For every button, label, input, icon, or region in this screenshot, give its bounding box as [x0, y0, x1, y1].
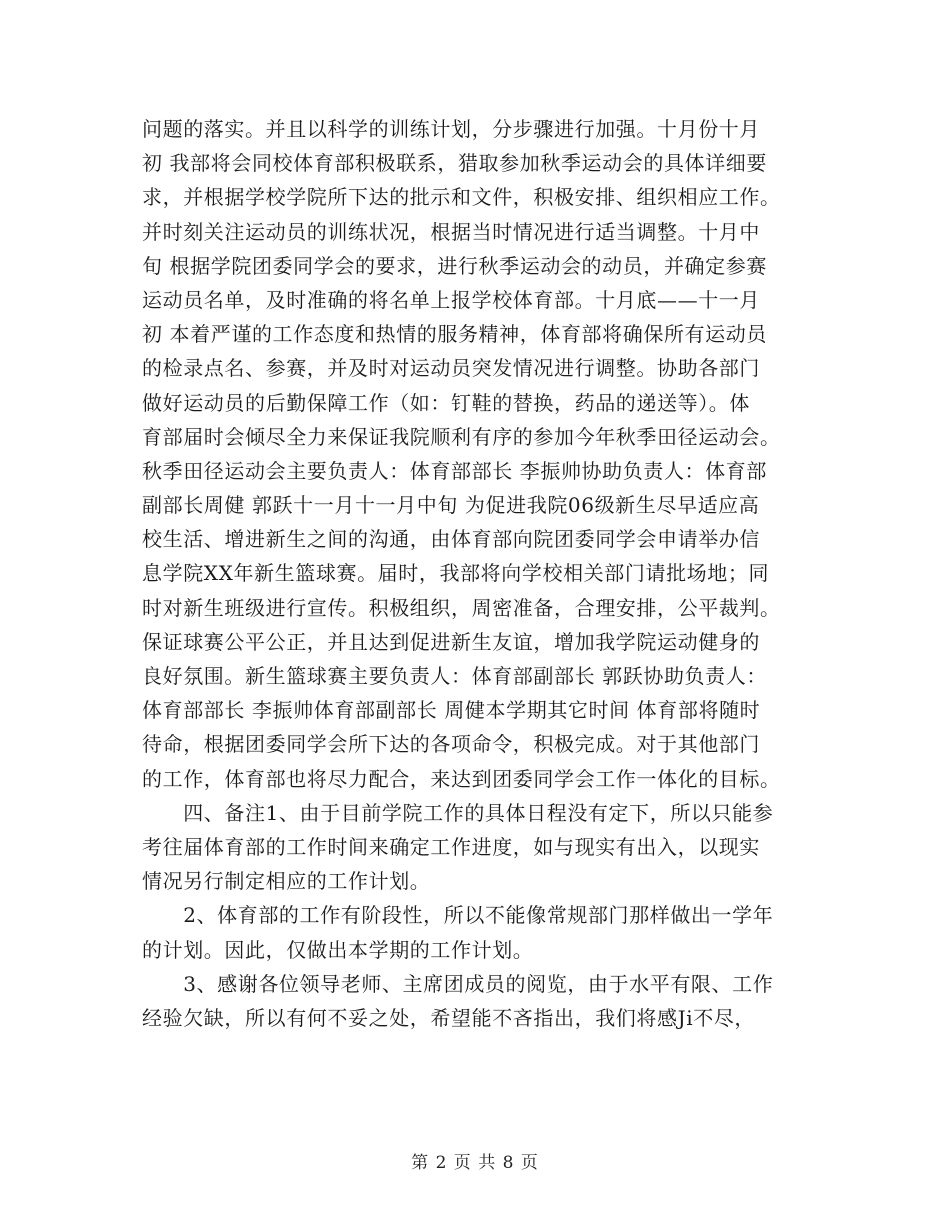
text-line: 体育部部长 李振帅体育部副部长 周健本学期其它时间 体育部将随时	[142, 698, 761, 723]
text-line: 时对新生班级进行宣传。积极组织，周密准备，合理安排，公平裁判。	[142, 595, 781, 620]
text-line: 考往届体育部的工作时间来确定工作进度，如与现实有出入，以现实	[142, 834, 760, 859]
document-body	[142, 112, 814, 1035]
text-line: 的计划。因此，仅做出本学期的工作计划。	[142, 937, 534, 962]
text-line: 校生活、增进新生之间的沟通，由体育部向院团委同学会申请举办信	[142, 527, 760, 552]
text-line: 秋季田径运动会主要负责人：体育部部长 李振帅协助负责人：体育部	[142, 458, 767, 483]
text-line: 初 我部将会同校体育部积极联系，猎取参加秋季运动会的具体详细要	[142, 151, 767, 176]
text-line: 保证球赛公平公正，并且达到促进新生友谊，增加我学院运动健身的	[142, 629, 760, 654]
text-line: 的工作，体育部也将尽力配合，来达到团委同学会工作一体化的目标。	[142, 766, 781, 791]
text-line: 四、备注1、由于目前学院工作的具体日程没有定下，所以只能参	[142, 800, 774, 825]
text-line: 的检录点名、参赛，并及时对运动员突发情况进行调整。协助各部门	[142, 356, 760, 381]
text-line: 3、感谢各位领导老师、主席团成员的阅览，由于水平有限、工作	[142, 971, 774, 996]
page-footer: 第 2 页 共 8 页	[411, 1153, 539, 1173]
text-line: 育部届时会倾尽全力来保证我院顺利有序的参加今年秋季田径运动会。	[142, 424, 781, 449]
text-line: 2、体育部的工作有阶段性，所以不能像常规部门那样做出一学年	[142, 903, 774, 928]
text-line: 问题的落实。并且以科学的训练计划，分步骤进行加强。十月份十月	[142, 117, 760, 141]
text-line: 做好运动员的后勤保障工作（如：钉鞋的替换，药品的递送等）。体	[142, 390, 750, 415]
text-line: 运动员名单，及时准确的将名单上报学校体育部。十月底——十一月	[142, 287, 760, 312]
text-line: 息学院XX年新生篮球赛。届时，我部将向学校相关部门请批场地；同	[142, 561, 770, 586]
text-line: 并时刻关注运动员的训练状况，根据当时情况进行适当调整。十月中	[142, 219, 760, 244]
text-line: 副部长周健 郭跃十一月十一月中旬 为促进我院06级新生尽早适应高	[142, 493, 760, 518]
text-line: 求，并根据学校学院所下达的批示和文件，积极安排、组织相应工作。	[142, 185, 781, 210]
text-line: 情况另行制定相应的工作计划。	[142, 869, 431, 894]
text-line: 初 本着严谨的工作态度和热情的服务精神，体育部将确保所有运动员	[142, 322, 767, 347]
text-line: 经验欠缺，所以有何不妥之处，希望能不吝指出，我们将感Ji不尽，	[142, 1005, 756, 1030]
text-line: 旬 根据学院团委同学会的要求，进行秋季运动会的动员，并确定参赛	[142, 253, 767, 278]
text-line: 良好氛围。新生篮球赛主要负责人：体育部副部长 郭跃协助负责人：	[142, 664, 767, 688]
text-line: 待命，根据团委同学会所下达的各项命令，积极完成。对于其他部门	[142, 732, 760, 757]
